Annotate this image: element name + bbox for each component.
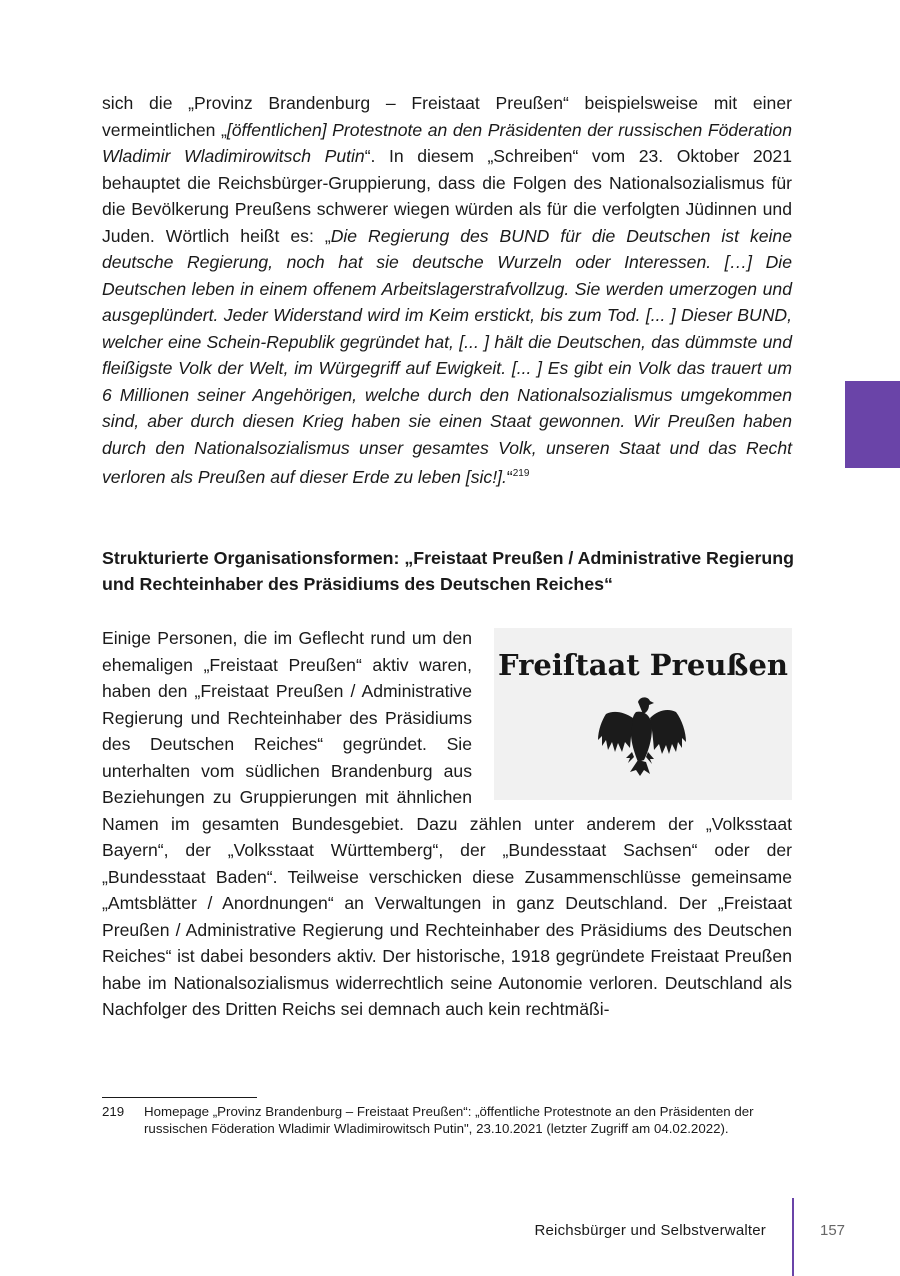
body-text-run: sich die „Provinz Brandenburg – Freistaat Preußen“ beispielsweise mit einer vermeintlichen „ [102, 93, 792, 140]
body-text-run: “. In diesem „Schreiben“ vom 23. Oktober 2021 behauptet die Reichsbürger-Gruppierung, dass die Folgen des Nationalsozialismus für die Bevölkerung Preußens schwerer wiegen würden als für die verfolgten Jüdinnen und Juden. Wörtlich heißt es: „ [102, 146, 792, 246]
freistaat-preussen-logo-image [494, 628, 792, 800]
page-number: 157 [820, 1222, 846, 1239]
body-paragraph-organisation [102, 625, 792, 1023]
footnote-number: 219 [102, 1104, 125, 1119]
quotation-text: [öffentlichen] Protestnote an den Präsidenten der russischen Föderation Wladimir Wladimirowitsch Putin [102, 119, 792, 166]
body-paragraph-quote [102, 90, 792, 490]
chapter-marker-tab [845, 381, 900, 468]
running-title: Reichsbürger und Selbstverwalter [534, 1222, 766, 1239]
logo-lettering: Freiſtaat Preußen [498, 648, 788, 682]
section-heading: Strukturierte Organisationsformen: „Freistaat Preußen / Administrative Regierung und Rechteinhaber des Präsidiums des Deutschen Reiches“ [102, 548, 794, 594]
body-text-run: “ [506, 466, 513, 487]
body-paragraph-text: Einige Personen, die im Geflecht rund um den ehemaligen „Freistaat Preußen“ aktiv waren, haben den „Freistaat Preußen / Administrative Regierung und Rechteinhaber des Präsidiums des Deutschen Reiches“ gegründet. Sie unterhalten vom südlichen Brandenburg aus Beziehungen zu Gruppierungen mit ähnlichen Namen im gesamten Bundesgebiet. Dazu zählen unter anderem der „Volksstaat Bayern“, der „Volksstaat Württemberg“, der „Bundesstaat Sachsen“ oder der „Bundesstaat Baden“. Teilweise verschicken diese Zusammenschlüsse gemeinsame „Amtsblätter / Anordnungen“ an Verwaltungen in ganz Deutschland. Der „Freistaat Preußen / Administrative Regierung und Rechteinhaber des Präsidiums des Deutschen Reiches“ ist dabei besonders aktiv. Der historische, 1918 gegründete Freistaat Preußen habe im Nationalsozialismus widerrechtlich seine Autonomie verloren. Deutschland als Nachfolger des Dritten Reichs sei demnach auch kein rechtmäßi- [102, 628, 792, 1019]
footnote-reference: 219 [512, 468, 530, 479]
footnote-text: Homepage „Provinz Brandenburg – Freistaat Preußen“: „öffentliche Protestnote an den Präsidenten der russischen Föderation Wladimir Wladimirowitsch Putin", 23.10.2021 (letzter Zugriff am 04.02.2022). [144, 1104, 754, 1136]
quotation-text: Die Regierung des BUND für die Deutschen ist keine deutsche Regierung, noch hat sie deutsche Wurzeln oder Interessen. […] Die Deutschen leben in einem offenem Arbeitslagerstrafvollzug. Sie werden umerzogen und ausgeplündert. Jeder Widerstand wird im Keim erstickt, bis zum Tod. [... ] Dieser BUND, welcher eine Schein-Republik gegründet hat, [... ] hält die Deutschen, das dümmste und fleißigste Volk der Welt, im Würgegriff auf Ewigkeit. [... ] Es gibt ein Volk das trauert um 6 Millionen seiner Angehörigen, welche durch den Nationalsozialismus umgekommen sind, aber durch diesen Krieg haben sie einen Staat gewonnen. Wir Preußen haben durch den Nationalsozialismus unser gesamtes Volk, unseren Staat und das Recht verloren als Preußen auf dieser Erde zu leben [sic!]. [102, 225, 793, 487]
footnote-divider [102, 1097, 257, 1098]
footer-divider [792, 1198, 794, 1276]
